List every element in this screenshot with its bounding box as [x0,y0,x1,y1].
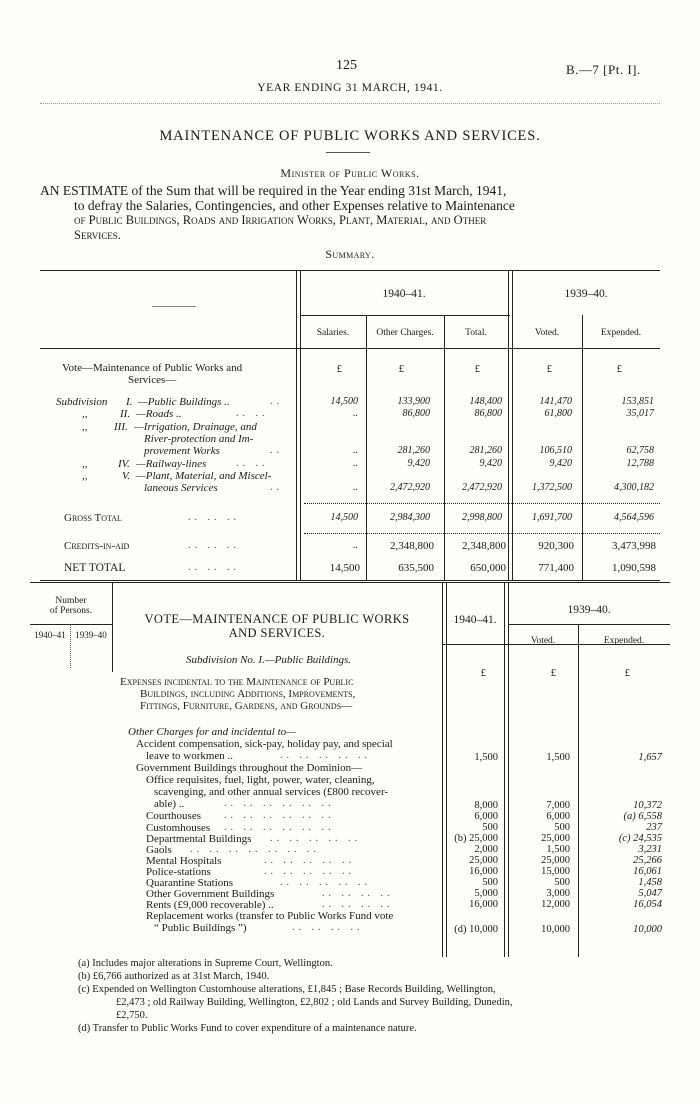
footnote-c: £2,750. [116,1010,148,1021]
current-value: 1,500 [474,752,498,763]
item-label: Mental Hospitals [146,855,222,867]
salaries-value: 14,500 [330,512,358,523]
voted-value: 10,000 [541,924,570,935]
accident-line: Accident compensation, sick-pay, holiday pay, and special [136,738,393,750]
current-value: 25,000 [469,855,498,866]
expended-value: 16,054 [633,899,662,910]
persons-year-prior: 1939–40 [75,630,107,640]
voted-value: 1,372,500 [532,482,572,493]
row-prefix: ,, [82,421,88,433]
row-prefix: Subdivision [56,396,108,408]
current-value: 6,000 [474,811,498,822]
expended-value: 16,061 [633,866,662,877]
salaries-value: .. [353,458,358,469]
row-label: —Public Buildings .. [138,396,230,408]
estimate-line: of Public Buildings, Roads and Irrigation Works, Plant, Material, and Other [74,213,487,227]
voted-value: 25,000 [541,855,570,866]
expenses-line: Fittings, Furniture, Gardens, and Grounds— [140,700,353,712]
year-prior-header: 1939–40. [564,288,608,300]
vote-title: VOTE—MAINTENANCE OF PUBLIC WORKS [144,612,410,626]
salaries-value: 14,500 [330,396,358,407]
footnote-b: (b) £6,766 authorized as at 31st March, 1940. [78,971,270,982]
total-value: 281,260 [469,445,502,456]
row-label: —Plant, Material, and Miscel- [136,470,272,482]
year-heading: YEAR ENDING 31 MARCH, 1941. [257,82,443,94]
voted-value: 106,510 [539,445,572,456]
salaries-value: 14,500 [329,562,360,574]
item-label: Police-stations [146,866,211,878]
item-label: Customhouses [146,822,211,834]
office-line: able) .. [154,798,185,810]
item-label: Departmental Buildings [146,833,252,845]
row-prefix: ,, [82,408,88,420]
other-charges-value: 9,420 [407,458,430,469]
total-value: 2,348,800 [462,540,506,552]
voted-value: 920,300 [538,540,574,552]
header-rule [40,103,660,104]
year-current-header: 1940–41. [453,614,497,626]
row-label: provement Works [144,445,220,457]
voted-value: 15,000 [541,866,570,877]
page-number: 125 [336,58,357,73]
estimate-line: to defray the Salaries, Contingencies, and other Expenses relative to Maintenance [74,198,515,213]
vote-title: AND SERVICES. [228,626,326,640]
estimate-line: Services. [74,228,121,242]
currency-symbol: £ [616,364,622,375]
expended-value: 4,300,182 [614,482,654,493]
currency-symbol: £ [398,364,404,375]
vote-label: Services— [128,374,177,386]
total-value: 148,400 [469,396,502,407]
current-value: 8,000 [474,800,498,811]
other-charges-value: 2,472,920 [390,482,430,493]
currency-symbol: £ [336,364,342,375]
subdivision-heading: Subdivision No. I.—Public Buildings. [186,654,351,666]
total-value: 9,420 [479,458,502,469]
footnote-c: (c) Expended on Wellington Customhouse alterations, £1,845 ; Base Records Building, Wellington, [78,984,496,995]
expended-header: Expended. [603,636,645,646]
current-value: 16,000 [469,899,498,910]
expended-value: 3,231 [638,844,662,855]
expended-value: 3,473,998 [612,540,656,552]
net-total-label: NET TOTAL [64,562,126,574]
voted-value: 9,420 [549,458,572,469]
currency-symbol: £ [550,668,556,679]
voted-value: 7,000 [546,800,570,811]
salaries-value: .. [352,540,358,551]
persons-header: Number [55,596,87,606]
expended-header: Expended. [600,328,642,338]
currency-symbol: £ [480,668,486,679]
item-label: Gaols [146,844,172,856]
expended-value: 237 [646,822,662,833]
voted-value: 500 [554,877,570,888]
year-current-header: 1940–41. [382,288,426,300]
voted-value: 1,500 [546,844,570,855]
expended-value: 35,017 [626,408,654,419]
row-prefix: ,, [82,458,88,470]
voted-value: 6,000 [546,811,570,822]
office-line: Office requisites, fuel, light, power, water, cleaning, [146,774,375,786]
total-value: 650,000 [470,562,506,574]
voted-value: 25,000 [541,833,570,844]
item-label: Rents (£9,000 recoverable) .. [146,899,274,911]
total-value: 2,472,920 [462,482,502,493]
total-value: 2,998,800 [462,512,502,523]
minister-heading: Minister of Public Works. [280,166,420,180]
other-charges-value: 281,260 [397,445,430,456]
credits-in-aid-label: Credits-in-aid [64,540,130,552]
accident-line: leave to workmen .. [146,750,234,762]
estimate-paragraph [40,183,652,243]
voted-value: 500 [554,822,570,833]
footnote-c: £2,473 ; old Railway Building, Wellington, £2,802 ; old Lands and Survey Building, Dunedin, [116,997,513,1008]
row-prefix: ,, [82,470,88,482]
expenses-line: Expenses incidental to the Maintenance of Public [120,676,354,688]
currency-symbol: £ [546,364,552,375]
footnote-d: (d) Transfer to Public Works Fund to cover expenditure of a maintenance nature. [78,1023,417,1034]
item-label: Courthouses [146,810,201,822]
voted-value: 3,000 [546,888,570,899]
office-line: scavenging, and other annual services (£800 recover- [154,786,389,798]
summary-heading: Summary. [325,247,375,261]
persons-header: of Persons. [49,606,93,616]
salaries-value: .. [353,445,358,456]
expended-value: 5,047 [638,888,662,899]
voted-value: 12,000 [541,899,570,910]
expended-value: 62,758 [626,445,654,456]
other-charges-value: 2,984,300 [390,512,430,523]
other-charges-value: 86,800 [402,408,430,419]
row-label: —Irrigation, Drainage, and [134,421,257,433]
salaries-value: .. [353,408,358,419]
other-charges-heading: Other Charges for and incidental to— [128,726,296,738]
item-label: Quarantine Stations [146,877,234,889]
row-number: I. [126,396,133,408]
current-value: (d) 10,000 [454,924,498,935]
expended-value: 1,090,598 [612,562,656,574]
expended-value: 25,266 [633,855,662,866]
estimate-line: AN ESTIMATE of the Sum that will be required in the Year ending 31st March, 1941, [40,183,507,198]
voted-value: 771,400 [538,562,574,574]
expenses-line: Buildings, including Additions, Improvements, [140,688,356,700]
row-label: River-protection and Im- [144,433,254,445]
total-header: Total. [465,328,487,338]
total-value: 86,800 [474,408,502,419]
expended-value: 10,372 [633,800,662,811]
footnote-a: (a) Includes major alterations in Supreme Court, Wellington. [78,958,333,969]
voted-value: 1,500 [546,752,570,763]
document-reference: B.—7 [Pt. I]. [566,62,641,77]
expended-value: 10,000 [633,924,662,935]
page-title: MAINTENANCE OF PUBLIC WORKS AND SERVICES. [159,128,541,144]
expended-value: 1,458 [638,877,662,888]
currency-symbol: £ [474,364,480,375]
row-number: IV. [118,458,130,470]
other-charges-value: 133,900 [397,396,430,407]
row-label: —Roads .. [136,408,182,420]
expended-value: 153,851 [621,396,654,407]
other-charges-value: 2,348,800 [390,540,434,552]
other-charges-value: 635,500 [398,562,434,574]
current-value: (b) 25,000 [454,833,498,844]
currency-symbol: £ [624,668,630,679]
gross-total-label: Gross Total [64,512,122,524]
salaries-header: Salaries. [316,328,350,338]
vote-table: Number of Persons. 1940–41 1939–40 VOTE—MAINTENANCE OF PUBLIC WORKS AND SERVICES. 1940–41. 1939–40. Voted. Expended. Subdivision No. I.—Public Buildings. £ £ £ Expenses incidental to the Maintenance of Public Buildings, including Additions, Improvements, Fittings, Furniture, Gardens, and Grounds— Other Charges for and incidental to— Accident compensation, sick-pay, holiday pay, and special leave to workmen .. .. .. .. .. .. 1,500 1,500 1,657 Government Buildings throughout the Dominion— Office requisites, fuel, light, power, water, cleaning, scavenging, and other annual services (£800 recover- able) .. .. .. .. .. .. .. 8,000 7,000 10,372 Courthouses .. .. .. .. .. .. 6,000 6,000 (a) 6,558 Customhouses .. .. .. .. .. .. 500 500 237 Departmental Buildings .. .. .. .. .. (b) 25,000 25,000 (c) 24,535 Gaols .. .. .. .. .. .. .. 2,000 1,500 3,231 Mental Hospitals .. .. .. .. .. 25,000 25,000 25,266 Police-stations .. .. .. .. .. 16,000 15,000 16,061 Quarantine Stations .. .. .. .. .. 500 500 1,458 Other Government Buildings .. .. .. .. 5,000 3,000 5,047 Rents (£9,000 recoverable) .. .. .. .. .. 16,000 12,000 16,054 Replacement works (transfer to Public Works Fund vote “ Public Buildings ”) .. .. .. .. (d) 10,000 10,000 10,000 [30,582,670,972]
voted-value: 1,691,700 [532,512,572,523]
row-number: III. [114,421,128,433]
current-value: 16,000 [469,866,498,877]
replacement-line: “ Public Buildings ”) [154,922,247,934]
footnotes [78,957,648,1035]
summary-table: 1940–41. 1939–40. Salaries. Other Charges. Total. Voted. Expended. Vote—Maintenance of Public Works and Services— £ £ £ £ £ Subdivision I. —Public Buildings .. .. 14,500 133,900 148,400 141,470 153,851 ,, II. —Roads .. .. .. .. 86,800 86,800 61,800 35,017 ,, III. —Irrigation, Drainage, and River-protection and Im- provement Works .. .. 281,260 281,260 106,510 62,758 ,, IV. —Railway-lines .. .. .. 9,420 9,420 9,420 12,788 ,, V. —Plant, Material, and Miscel- laneous Services .. .. 2,472,920 2,472,920 1,372,500 4,300,182 Gross Total .. .. .. 14,500 2,984,300 2,998,800 1,691,700 4,564,596 Credits-in-aid .. .. .. .. 2,348,800 2,348,800 920,300 3,473,998 NET TOTAL .. .. .. 14,500 635,500 650,000 771,400 1,090,598 [40,270,660,582]
voted-value: 141,470 [539,396,572,407]
expended-value: 12,788 [626,458,654,469]
item-label: Other Government Buildings [146,888,275,900]
expended-value: 1,657 [638,752,662,763]
persons-year-current: 1940–41 [34,630,66,640]
year-prior-header: 1939–40. [567,604,611,616]
replacement-line: Replacement works (transfer to Public Works Fund vote [146,910,394,922]
voted-header: Voted. [530,636,556,646]
expended-value: (a) 6,558 [623,811,662,822]
other-charges-header: Other Charges. [376,328,434,338]
row-number: II. [120,408,131,420]
title-rule [326,152,370,153]
expended-value: (c) 24,535 [618,833,662,844]
vote-label: Vote—Maintenance of Public Works and [62,362,243,374]
current-value: 500 [482,877,498,888]
expended-value: 4,564,596 [614,512,654,523]
govt-buildings-heading: Government Buildings throughout the Dominion— [136,762,363,774]
voted-value: 61,800 [544,408,572,419]
voted-header: Voted. [534,328,560,338]
current-value: 2,000 [474,844,498,855]
current-value: 500 [482,822,498,833]
row-number: V. [122,470,131,482]
row-label: laneous Services [144,482,218,494]
salaries-value: .. [353,482,358,493]
current-value: 5,000 [474,888,498,899]
row-label: —Railway-lines [136,458,207,470]
